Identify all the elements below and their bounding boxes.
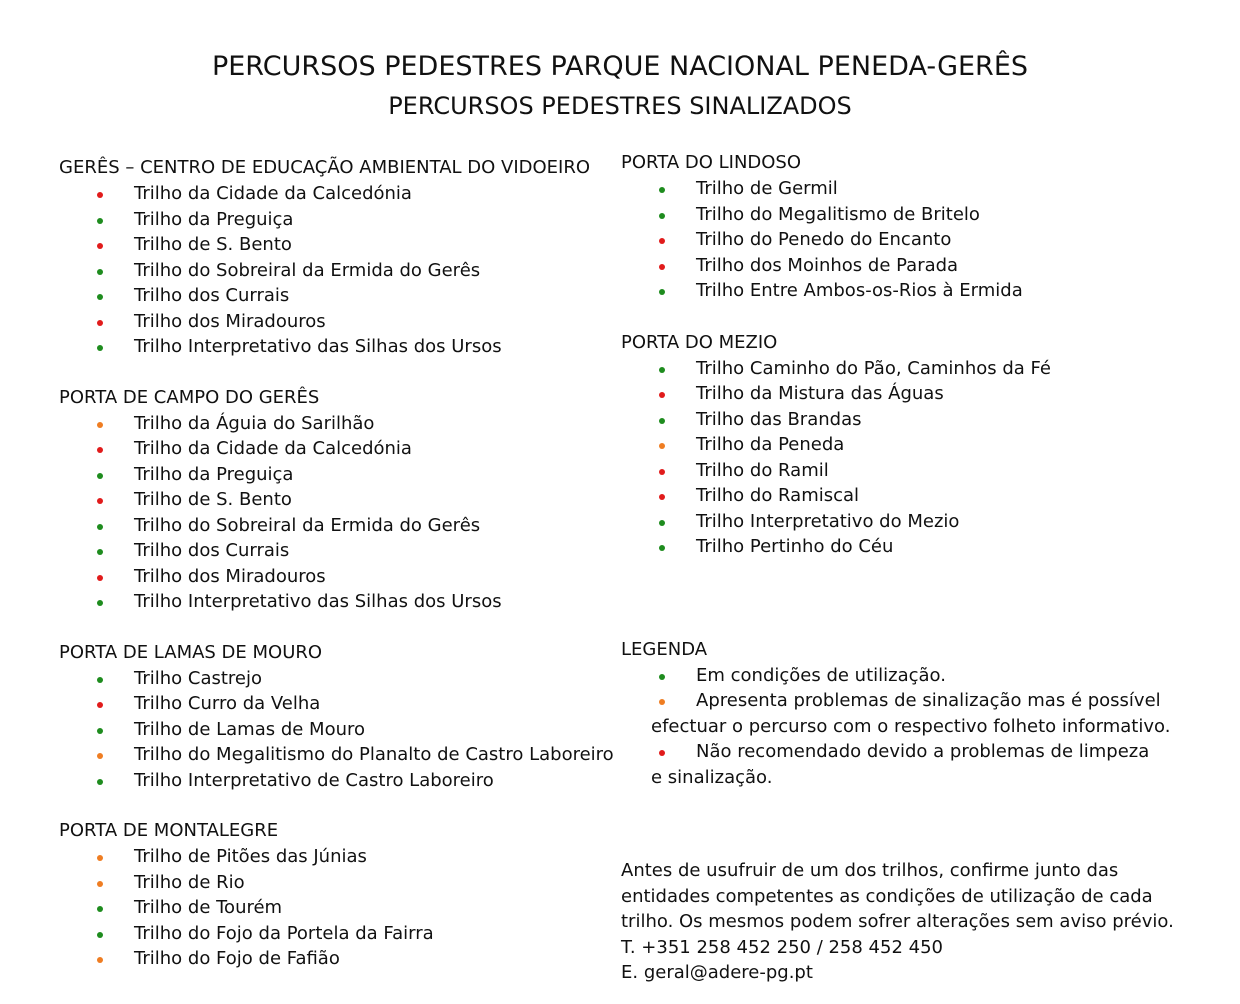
trail-item bbox=[59, 538, 619, 564]
trail-item bbox=[59, 844, 619, 870]
green-dot-icon bbox=[97, 549, 103, 555]
trail-item bbox=[59, 564, 619, 590]
trail-label: Trilho da Preguiça bbox=[134, 463, 294, 485]
trail-label: Trilho do Megalitismo de Britelo bbox=[696, 203, 980, 225]
trail-label: Trilho Interpretativo de Castro Laboreiro bbox=[134, 769, 494, 791]
green-dot-icon bbox=[97, 600, 103, 606]
trail-item bbox=[621, 407, 1201, 433]
trail-label: Trilho de S. Bento bbox=[134, 234, 292, 255]
trail-label: Trilho da Cidade da Calcedónia bbox=[134, 438, 412, 459]
trail-label: Trilho Interpretativo das Silhas dos Ursos bbox=[134, 336, 502, 357]
note-text: Antes de usufruir de um dos trilhos, confirme junto das entidades competentes as condições de utilização de cada trilho. Os mesmos podem sofrer alterações sem aviso prévio. bbox=[621, 860, 1174, 932]
legend-label: Em condições de utilização. bbox=[696, 664, 946, 686]
trail-label: Trilho Caminho do Pão, Caminhos da Fé bbox=[696, 357, 1051, 379]
trail-label: Trilho de S. Bento bbox=[134, 489, 292, 510]
red-dot-icon bbox=[659, 494, 665, 500]
page-title: PERCURSOS PEDESTRES PARQUE NACIONAL PENEDA-GERÊS bbox=[211, 51, 1029, 82]
green-dot-icon bbox=[97, 473, 103, 479]
trail-label: Trilho dos Currais bbox=[134, 540, 290, 561]
green-dot-icon bbox=[97, 779, 103, 785]
trail-list bbox=[59, 181, 619, 360]
red-dot-icon bbox=[97, 192, 103, 198]
info-note bbox=[621, 858, 1191, 986]
legend-item-ok bbox=[621, 663, 1201, 689]
trail-label: Trilho do Fojo da Portela da Fairra bbox=[134, 922, 434, 944]
trail-label: Trilho de Germil bbox=[696, 178, 838, 199]
trail-item bbox=[59, 309, 619, 335]
trail-item bbox=[59, 870, 619, 896]
trail-label: Trilho do Penedo do Encanto bbox=[696, 229, 952, 250]
red-dot-icon bbox=[659, 392, 665, 398]
trail-item bbox=[621, 253, 1201, 279]
trail-label: Trilho das Brandas bbox=[696, 408, 862, 430]
orange-dot-icon bbox=[97, 422, 103, 428]
orange-dot-icon bbox=[97, 881, 103, 887]
red-dot-icon bbox=[659, 750, 665, 756]
red-dot-icon bbox=[659, 238, 665, 244]
green-dot-icon bbox=[97, 345, 103, 351]
trail-section bbox=[59, 385, 619, 615]
green-dot-icon bbox=[97, 677, 103, 683]
left-column bbox=[59, 155, 619, 972]
trail-label: Trilho dos Moinhos de Parada bbox=[696, 254, 959, 276]
trail-item bbox=[621, 509, 1201, 535]
trail-list bbox=[59, 411, 619, 615]
red-dot-icon bbox=[97, 447, 103, 453]
legend-item-not-recommended bbox=[621, 739, 1151, 790]
red-dot-icon bbox=[97, 575, 103, 581]
orange-dot-icon bbox=[97, 957, 103, 963]
trail-item bbox=[59, 207, 619, 233]
trail-section bbox=[59, 818, 619, 972]
section-heading: GERÊS – CENTRO DE EDUCAÇÃO AMBIENTAL DO VIDOEIRO bbox=[59, 157, 591, 178]
trail-item bbox=[621, 227, 1201, 253]
trail-item bbox=[59, 666, 619, 692]
trail-section bbox=[621, 150, 1201, 304]
green-dot-icon bbox=[97, 294, 103, 300]
section-heading: PORTA DO LINDOSO bbox=[621, 152, 802, 173]
trail-item bbox=[59, 589, 619, 615]
trail-label: Trilho de Tourém bbox=[134, 897, 283, 918]
trail-label: Trilho do Sobreiral da Ermida do Gerês bbox=[134, 259, 481, 281]
trail-section bbox=[59, 640, 619, 794]
green-dot-icon bbox=[659, 367, 665, 373]
orange-dot-icon bbox=[659, 443, 665, 449]
trail-item bbox=[59, 768, 619, 794]
green-dot-icon bbox=[659, 520, 665, 526]
right-column bbox=[621, 150, 1201, 986]
trail-label: Trilho do Ramiscal bbox=[696, 485, 860, 506]
trail-label: Trilho do Megalitismo do Planalto de Castro Laboreiro bbox=[134, 744, 614, 765]
trail-item bbox=[59, 742, 619, 768]
trail-item bbox=[59, 258, 619, 284]
trail-label: Trilho da Peneda bbox=[696, 434, 845, 455]
trail-item bbox=[59, 946, 619, 972]
trail-list bbox=[59, 844, 619, 972]
green-dot-icon bbox=[659, 187, 665, 193]
trail-item bbox=[59, 895, 619, 921]
orange-dot-icon bbox=[97, 753, 103, 759]
red-dot-icon bbox=[97, 498, 103, 504]
green-dot-icon bbox=[97, 906, 103, 912]
trail-item bbox=[621, 176, 1201, 202]
section-heading: PORTA DO MEZIO bbox=[621, 331, 778, 353]
trail-label: Trilho dos Miradouros bbox=[134, 310, 326, 332]
trail-item bbox=[621, 458, 1201, 484]
trail-item bbox=[621, 356, 1201, 382]
trail-item bbox=[59, 462, 619, 488]
green-dot-icon bbox=[659, 545, 665, 551]
trail-item bbox=[59, 181, 619, 207]
trail-label: Trilho de Pitões das Júnias bbox=[134, 846, 367, 867]
trail-item bbox=[59, 411, 619, 437]
trail-item bbox=[621, 202, 1201, 228]
trail-item bbox=[59, 921, 619, 947]
trail-label: Trilho Pertinho do Céu bbox=[696, 536, 894, 557]
trail-label: Trilho Castrejo bbox=[134, 667, 263, 689]
legend-label: Apresenta problemas de sinalização mas é possível efectuar o percurso com o respectivo folheto informativo. bbox=[651, 690, 1171, 737]
trail-item bbox=[59, 717, 619, 743]
page-subtitle: PERCURSOS PEDESTRES SINALIZADOS bbox=[388, 92, 852, 120]
orange-dot-icon bbox=[659, 699, 665, 705]
trail-label: Trilho da Mistura das Águas bbox=[696, 383, 944, 404]
section-heading: PORTA DE MONTALEGRE bbox=[59, 820, 279, 841]
green-dot-icon bbox=[659, 418, 665, 424]
green-dot-icon bbox=[97, 728, 103, 734]
trail-label: Trilho do Ramil bbox=[696, 459, 829, 481]
trail-list bbox=[621, 176, 1201, 304]
trail-label: Trilho de Lamas de Mouro bbox=[134, 718, 366, 740]
right-sections bbox=[621, 150, 1201, 560]
section-heading: PORTA DE LAMAS DE MOURO bbox=[59, 641, 323, 663]
trail-list bbox=[621, 356, 1201, 560]
trail-item bbox=[59, 487, 619, 513]
trail-label: Trilho do Fojo de Fafião bbox=[134, 948, 340, 969]
trail-item bbox=[59, 513, 619, 539]
legend-label: Não recomendado devido a problemas de limpeza e sinalização. bbox=[651, 741, 1150, 788]
red-dot-icon bbox=[659, 469, 665, 475]
trail-item bbox=[621, 483, 1201, 509]
legend-item-warning bbox=[621, 688, 1171, 739]
green-dot-icon bbox=[97, 218, 103, 224]
trail-item bbox=[621, 278, 1201, 304]
red-dot-icon bbox=[659, 264, 665, 270]
trail-item bbox=[59, 436, 619, 462]
green-dot-icon bbox=[659, 674, 665, 680]
trail-label: Trilho Entre Ambos-os-Rios à Ermida bbox=[696, 280, 1023, 301]
trail-label: Trilho do Sobreiral da Ermida do Gerês bbox=[134, 514, 481, 536]
green-dot-icon bbox=[659, 213, 665, 219]
trail-item bbox=[59, 691, 619, 717]
green-dot-icon bbox=[659, 289, 665, 295]
legend bbox=[621, 637, 1201, 791]
red-dot-icon bbox=[97, 320, 103, 326]
red-dot-icon bbox=[97, 702, 103, 708]
trail-item bbox=[59, 283, 619, 309]
trail-label: Trilho da Preguiça bbox=[134, 208, 294, 230]
orange-dot-icon bbox=[97, 855, 103, 861]
trail-section bbox=[621, 330, 1201, 560]
trail-list bbox=[59, 666, 619, 794]
trail-item bbox=[59, 232, 619, 258]
trail-label: Trilho de Rio bbox=[134, 871, 245, 893]
legend-heading: LEGENDA bbox=[621, 638, 708, 660]
green-dot-icon bbox=[97, 932, 103, 938]
trail-item bbox=[621, 432, 1201, 458]
trail-section bbox=[59, 155, 619, 360]
trail-item bbox=[621, 381, 1201, 407]
trail-label: Trilho Curro da Velha bbox=[134, 693, 321, 714]
trail-label: Trilho dos Currais bbox=[134, 285, 290, 306]
green-dot-icon bbox=[97, 524, 103, 530]
trail-label: Trilho Interpretativo do Mezio bbox=[696, 510, 960, 532]
note-email: E. geral@adere-pg.pt bbox=[621, 962, 813, 983]
trail-label: Trilho da Cidade da Calcedónia bbox=[134, 183, 412, 204]
trail-label: Trilho Interpretativo das Silhas dos Ursos bbox=[134, 591, 502, 612]
trail-label: Trilho dos Miradouros bbox=[134, 565, 326, 587]
section-heading: PORTA DE CAMPO DO GERÊS bbox=[59, 386, 320, 408]
green-dot-icon bbox=[97, 269, 103, 275]
trail-label: Trilho da Águia do Sarilhão bbox=[134, 412, 375, 434]
trail-item bbox=[621, 534, 1201, 560]
note-phone: T. +351 258 452 250 / 258 452 450 bbox=[621, 936, 943, 958]
trail-item bbox=[59, 334, 619, 360]
red-dot-icon bbox=[97, 243, 103, 249]
